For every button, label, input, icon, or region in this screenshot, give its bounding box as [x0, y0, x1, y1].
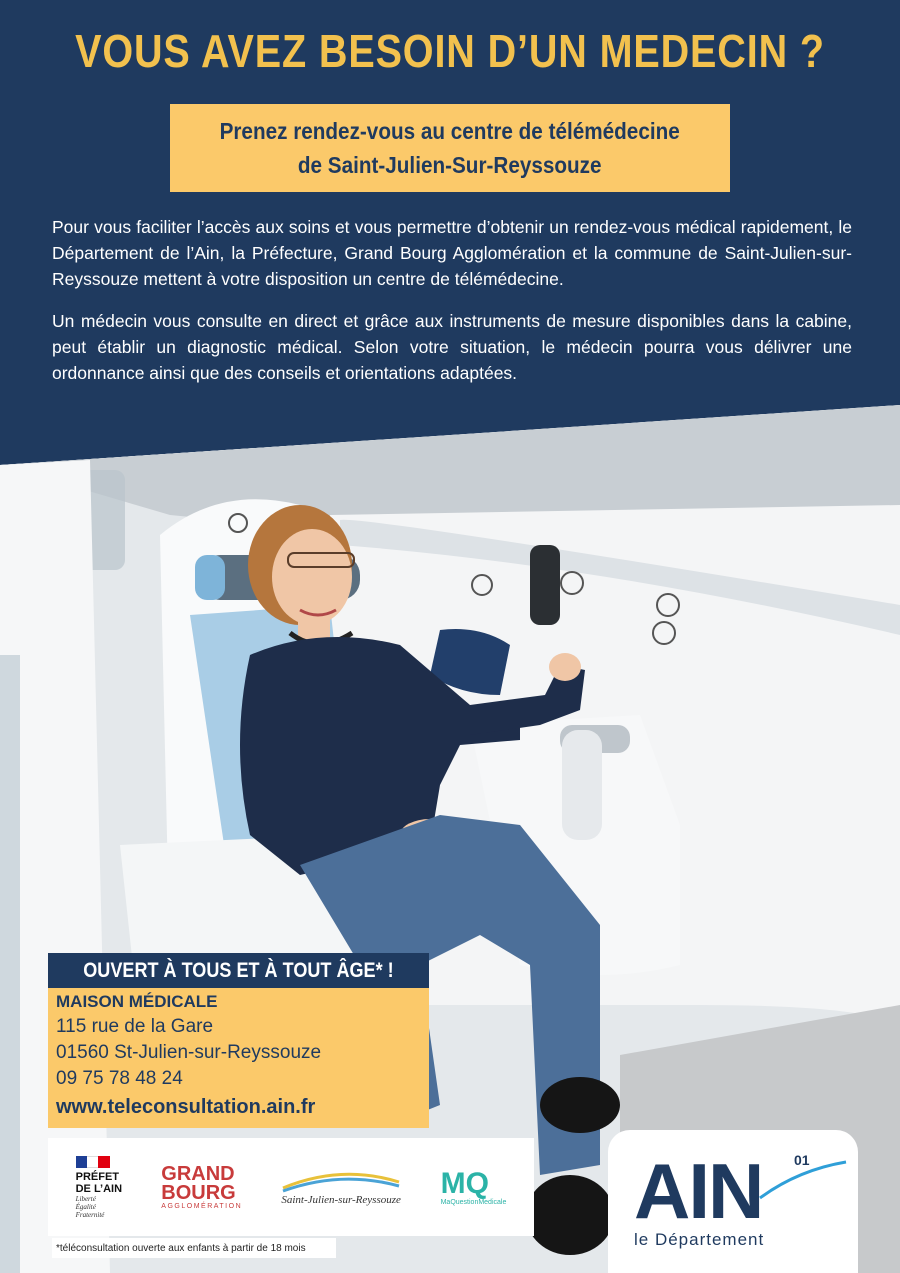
place-name: MAISON MÉDICALE [56, 992, 218, 1011]
mq-logo [440, 1166, 507, 1206]
mq-sub-text: MaQuestionMedicale [440, 1198, 507, 1206]
partner-logos [48, 1138, 534, 1236]
ain-subtitle: le Département [634, 1230, 765, 1249]
ain-word: AIN [634, 1147, 763, 1235]
street-address: 115 rue de la Gare [56, 1016, 214, 1037]
open-banner-text: OUVERT À TOUS ET À TOUT ÂGE* ! [83, 958, 394, 982]
motto-fraternite: Fraternité [75, 1210, 105, 1219]
subtitle-line-2: de Saint-Julien-Sur-Reyssouze [298, 152, 602, 178]
city-address: 01560 St-Julien-sur-Reyssouze [56, 1042, 322, 1063]
grand-bourg-logo [161, 1162, 243, 1210]
subtitle-box [170, 104, 730, 192]
page-title: VOUS AVEZ BESOIN D’UN MEDECIN ? [75, 25, 825, 77]
address-box [48, 988, 429, 1128]
footnote: *téléconsultation ouverte aux enfants à partir de 18 mois [52, 1238, 336, 1258]
mq-text: MQ [440, 1166, 489, 1200]
french-flag-icon [76, 1156, 110, 1168]
website-link[interactable]: www.teleconsultation.ain.fr [56, 1096, 316, 1118]
motto-liberte: Liberté [75, 1194, 96, 1203]
prefet-text-2: DE L’AIN [75, 1182, 123, 1195]
intro-paragraph-1: Pour vous faciliter l’accès aux soins et vous permettre d’obtenir un rendez-vous médical rapidement, le Département de l’Ain, la Préfecture, Grand Bourg Agglomération et la commune de Saint-Julien-sur-Reyssouze mettent à votre disposition un centre de télémédecine. [52, 217, 852, 289]
prefet-logo [76, 1156, 122, 1219]
ain-number: 01 [794, 1152, 810, 1168]
rainbow-swoosh-icon [281, 1168, 401, 1194]
saint-julien-logo [281, 1168, 401, 1206]
grand-bourg-text-2: BOURG [161, 1181, 236, 1204]
swoosh-icon [758, 1160, 848, 1200]
prefet-text-1: PRÉFET [75, 1170, 120, 1183]
ain-department-logo [608, 1130, 858, 1273]
phone-number: 09 75 78 48 24 [56, 1068, 183, 1089]
motto-egalite: Égalité [75, 1202, 96, 1211]
intro-paragraph-2: Un médecin vous consulte en direct et grâce aux instruments de mesure disponibles dans la cabine, peut établir un diagnostic médical. Selon votre situation, le médecin pourra vous délivrer une ordonnance ainsi que des conseils et orientations adaptées. [52, 311, 852, 383]
open-to-all-banner [48, 953, 429, 988]
grand-bourg-sub: AGGLOMÉRATION [161, 1202, 243, 1210]
saint-julien-text: Saint-Julien-sur-Reyssouze [281, 1194, 401, 1206]
subtitle-line-1: Prenez rendez-vous au centre de télémédecine [219, 118, 681, 144]
grand-bourg-text-1: GRAND [161, 1162, 235, 1185]
